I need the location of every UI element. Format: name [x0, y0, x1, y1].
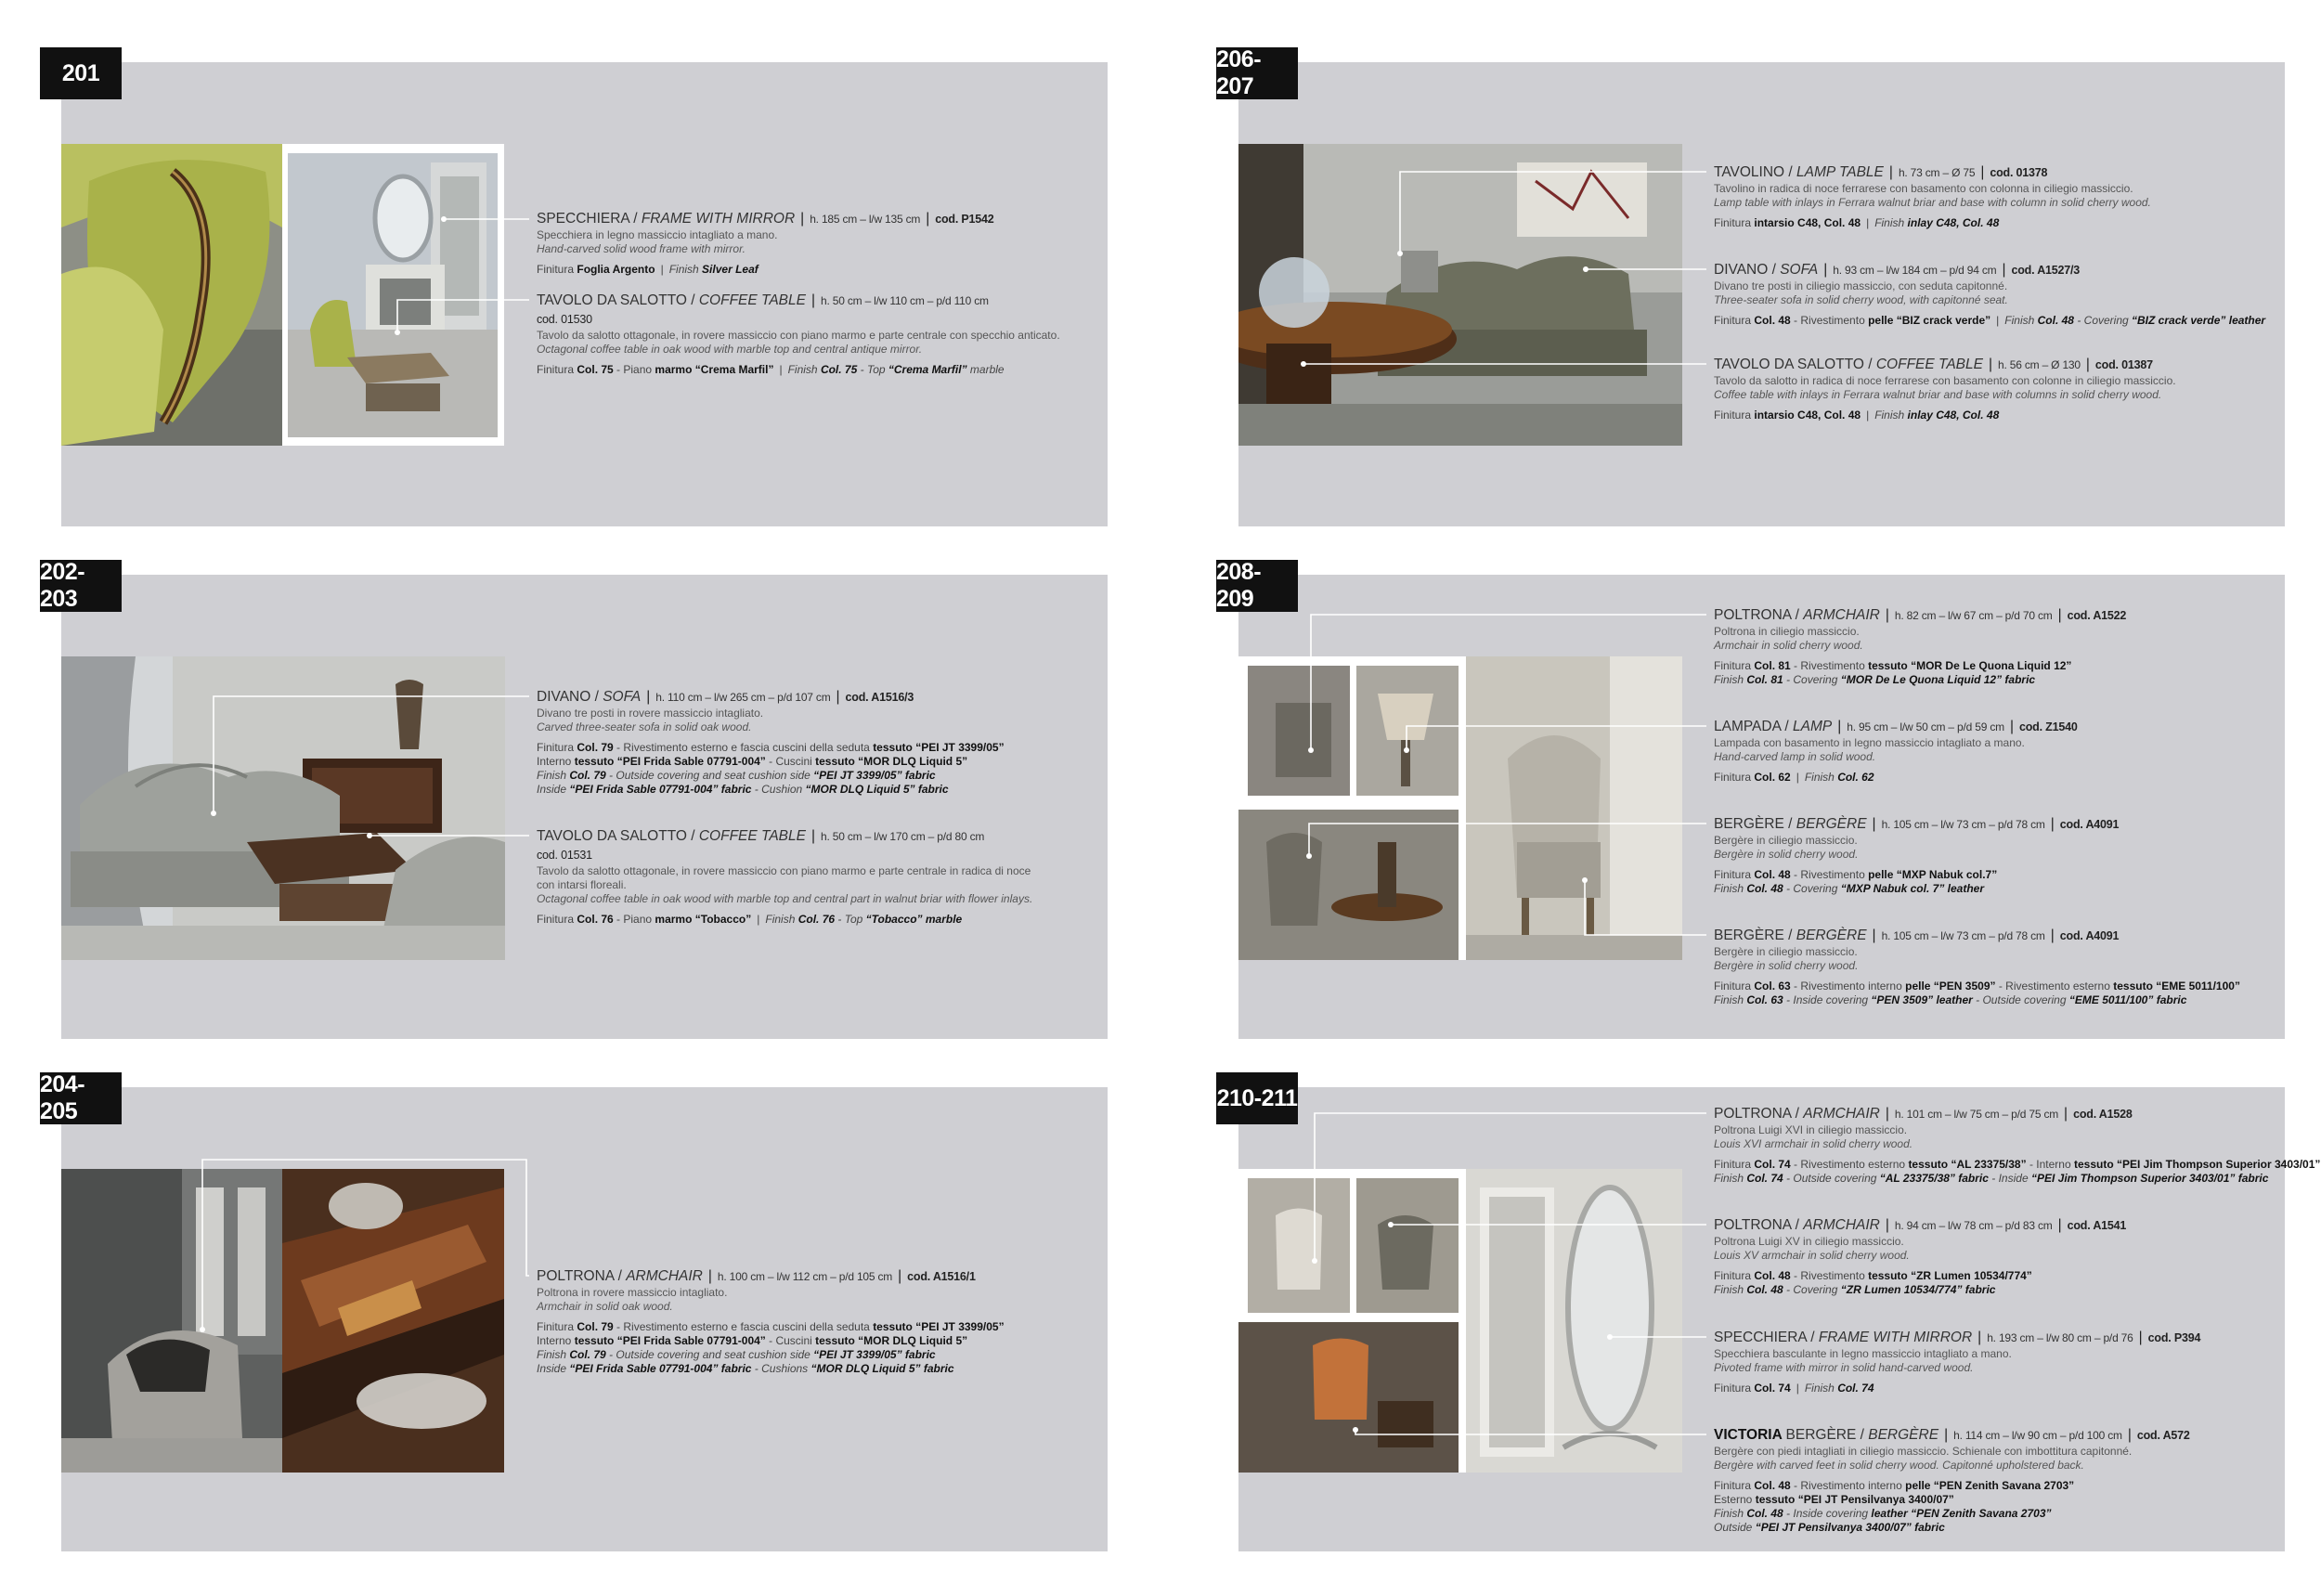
product-code: cod. A1522 [2067, 609, 2127, 622]
product-name-it: POLTRONA [1714, 1217, 1792, 1233]
description-en: Octagonal coffee table in oak wood with marble top and central part in walnut briar with flower inlays. [537, 892, 1033, 905]
finish-info [1714, 980, 2240, 1007]
product-heading: TAVOLINO / LAMP TABLE | h. 73 cm – Ø 75 | cod. 01378 [1714, 164, 2048, 180]
description-en: Armchair in solid oak wood. [537, 1300, 673, 1313]
separator: | [1885, 1217, 1889, 1233]
finish-info [537, 263, 994, 277]
separator: | [2127, 1427, 2132, 1443]
product-block [1714, 261, 2265, 328]
finish-line: Finitura Col. 48 - Rivestimento interno pelle “PEN Zenith Savana 2703” [1714, 1479, 2075, 1492]
photo-armchair-collage [1238, 656, 1682, 960]
separator: | [2057, 1217, 2062, 1233]
description-en: Louis XV armchair in solid cherry wood. [1714, 1249, 1910, 1262]
separator: | [1885, 607, 1889, 623]
separator: | [1823, 262, 1828, 278]
product-name-en: LAMP [1793, 719, 1833, 734]
product-dimensions: h. 193 cm – l/w 80 cm – p/d 76 [1987, 1331, 2133, 1344]
description-it: Lampada con basamento in legno massiccio intagliato a mano. [1714, 736, 2025, 749]
finish-line: Finitura Col. 48 - Rivestimento pelle “BIZ crack verde” | Finish Col. 48 - Covering “BIZ crack verde” leather [1714, 314, 2266, 327]
product-code: cod. A1527/3 [2011, 264, 2081, 277]
finish-line: Finish Col. 74 - Outside covering “AL 23375/38” fabric - Inside “PEI Jim Thompson Superior 3403/01” fabric [1714, 1172, 2269, 1185]
photo-carved-wood-detail [282, 1169, 504, 1473]
product-name-en: BERGÈRE [1796, 928, 1867, 943]
description-it: Poltrona in rovere massiccio intagliato. [537, 1286, 728, 1299]
product-code [537, 310, 1060, 329]
separator: | [1944, 1427, 1949, 1443]
separator: | [836, 689, 840, 705]
separator: | [2050, 928, 2055, 943]
page-tag: 201 [40, 47, 122, 99]
description-en: Octagonal coffee table in oak wood with marble top and central antique mirror. [537, 343, 923, 356]
brand-name: VICTORIA [1714, 1427, 1786, 1443]
finish-line: Finish Col. 63 - Inside covering “PEN 3509” leather - Outside covering “EME 5011/100” fabric [1714, 993, 2187, 1006]
product-heading: SPECCHIERA / FRAME WITH MIRROR | h. 185 cm – l/w 135 cm | cod. P1542 [537, 211, 994, 227]
description-en: Louis XVI armchair in solid cherry wood. [1714, 1137, 1913, 1150]
description-it: Tavolo da salotto ottagonale, in rovere massiccio con piano marmo e parte centrale in radica di noce [537, 864, 1031, 877]
finish-info [1714, 409, 2176, 422]
product-name-it: TAVOLINO [1714, 164, 1785, 180]
product-block [1714, 606, 2126, 687]
product-block [1714, 1105, 2320, 1186]
separator: | [810, 292, 816, 308]
description-it: Specchiera basculante in legno massiccio intagliato a mano. [1714, 1347, 2012, 1360]
finish-line: Esterno tessuto “PEI JT Pensilvanya 3400/07” [1714, 1493, 1954, 1506]
finish-info [537, 741, 1005, 797]
product-dimensions: h. 114 cm – l/w 90 cm – p/d 100 cm [1953, 1429, 2122, 1442]
product-block [537, 1267, 1005, 1376]
page-tag: 202-203 [40, 560, 122, 612]
product-name-it: TAVOLO DA SALOTTO [537, 292, 687, 308]
finish-line: Finitura intarsio C48, Col. 48 | Finish inlay C48, Col. 48 [1714, 409, 2000, 422]
finish-line: Inside “PEI Frida Sable 07791-004” fabric - Cushion “MOR DLQ Liquid 5” fabric [537, 783, 949, 796]
product-block [1714, 1426, 2190, 1535]
product-dimensions: h. 56 cm – Ø 130 [1998, 358, 2081, 371]
product-heading: LAMPADA / LAMP | h. 95 cm – l/w 50 cm – p/d 59 cm | cod. Z1540 [1714, 719, 2078, 734]
product-heading: POLTRONA / ARMCHAIR | h. 94 cm – l/w 78 cm – p/d 83 cm | cod. A1541 [1714, 1217, 2127, 1233]
finish-line: Outside “PEI JT Pensilvanya 3400/07” fabric [1714, 1521, 1945, 1534]
finish-line: Finitura Col. 62 | Finish Col. 62 [1714, 771, 1874, 784]
product-code-text: cod. 01530 [537, 313, 592, 326]
separator: | [926, 211, 930, 227]
description-en: Pivoted frame with mirror in solid hand-carved wood. [1714, 1361, 1974, 1374]
description-en: Lamp table with inlays in Ferrara walnut briar and base with column in solid cherry wood. [1714, 196, 2151, 209]
product-dimensions: h. 73 cm – Ø 75 [1898, 166, 1976, 179]
finish-line: Finish Col. 48 - Covering “ZR Lumen 10534/774” fabric [1714, 1283, 1996, 1296]
product-heading: SPECCHIERA / FRAME WITH MIRROR | h. 193 cm – l/w 80 cm – p/d 76 | cod. P394 [1714, 1330, 2201, 1345]
product-name-it: POLTRONA [1714, 607, 1792, 623]
product-name-it: POLTRONA [537, 1268, 615, 1284]
product-block [537, 210, 994, 277]
finish-line: Finitura Col. 79 - Rivestimento esterno e fascia cuscini della seduta tessuto “PEI JT 3399/05” [537, 1320, 1005, 1333]
product-name-it: BERGÈRE [1714, 816, 1784, 832]
finish-info [1714, 659, 2126, 687]
product-name-en: BERGÈRE [1796, 816, 1867, 832]
product-block [537, 688, 1005, 797]
finish-line: Interno tessuto “PEI Frida Sable 07791-004” - Cuscini tessuto “MOR DLQ Liquid 5” [537, 1334, 968, 1347]
description-it: Bergère in ciliegio massiccio. [1714, 945, 1858, 958]
product-name-en: ARMCHAIR [1803, 1106, 1880, 1122]
product-dimensions: h. 100 cm – l/w 112 cm – p/d 105 cm [717, 1270, 893, 1283]
product-dimensions: h. 185 cm – l/w 135 cm [810, 213, 921, 226]
finish-line: Finitura Col. 76 - Piano marmo “Tobacco” | Finish Col. 76 - Top “Tobacco” marble [537, 913, 963, 926]
product-dimensions: h. 95 cm – l/w 50 cm – p/d 59 cm [1847, 720, 2004, 733]
product-block [1714, 356, 2176, 422]
photo-tufted-sofa-room [61, 656, 505, 960]
description-it: Tavolino in radica di noce ferrarese con basamento con colonna in ciliegio massiccio. [1714, 182, 2133, 195]
product-code: cod. A4091 [2059, 818, 2120, 831]
description-it: Bergère con piedi intagliati in ciliegio massiccio. Schienale con imbottitura capitonné. [1714, 1445, 2133, 1458]
separator: | [1980, 164, 1985, 180]
product-block [537, 292, 1060, 377]
description-it: Tavolo da salotto ottagonale, in rovere massiccio con piano marmo e parte centrale con specchio anticato. [537, 329, 1060, 342]
page-tag: 208-209 [1216, 560, 1298, 612]
finish-line: Inside “PEI Frida Sable 07791-004” fabric - Cushions “MOR DLQ Liquid 5” fabric [537, 1362, 954, 1375]
finish-line: Finitura Col. 63 - Rivestimento interno pelle “PEN 3509” - Rivestimento esterno tessuto “EME 5011/100” [1714, 980, 2240, 993]
finish-line: Finitura Col. 79 - Rivestimento esterno e fascia cuscini della seduta tessuto “PEI JT 3399/05” [537, 741, 1005, 754]
finish-info [1714, 216, 2151, 230]
product-name-en: COFFEE TABLE [698, 292, 806, 308]
finish-info [1714, 868, 2119, 896]
separator: | [2002, 262, 2006, 278]
product-dimensions: h. 50 cm – l/w 110 cm – p/d 110 cm [821, 294, 989, 307]
description-en: Three-seater sofa in solid cherry wood, with capitonné seat. [1714, 293, 2008, 306]
separator: | [2057, 607, 2062, 623]
description-it: Specchiera in legno massiccio intagliato a mano. [537, 228, 778, 241]
product-heading: POLTRONA / ARMCHAIR | h. 101 cm – l/w 75 cm – p/d 75 cm | cod. A1528 [1714, 1106, 2133, 1122]
product-dimensions: h. 50 cm – l/w 170 cm – p/d 80 cm [821, 830, 985, 843]
product-block [1714, 163, 2151, 230]
separator: | [1988, 357, 1993, 372]
description-en: Coffee table with inlays in Ferrara walnut briar and base with columns in solid cherry wood. [1714, 388, 2162, 401]
product-name-en: SOFA [603, 689, 642, 705]
description-it: Divano tre posti in rovere massiccio intagliato. [537, 707, 764, 720]
product-name-en: ARMCHAIR [1803, 607, 1880, 623]
product-name-en: BERGÈRE [1868, 1427, 1939, 1443]
description-it: Poltrona in ciliegio massiccio. [1714, 625, 1860, 638]
description-it: con intarsi floreali. [537, 878, 627, 891]
product-dimensions: h. 101 cm – l/w 75 cm – p/d 75 cm [1894, 1108, 2059, 1121]
finish-line: Finitura Col. 75 - Piano marmo “Crema Marfil” | Finish Col. 75 - Top “Crema Marfil” marble [537, 363, 1005, 376]
product-name-it: SPECCHIERA [1714, 1330, 1807, 1345]
page-tag: 204-205 [40, 1072, 122, 1124]
product-code: cod. Z1540 [2018, 720, 2078, 733]
product-code: cod. A1541 [2067, 1219, 2127, 1232]
product-code: cod. A1528 [2073, 1108, 2133, 1121]
product-dimensions: h. 93 cm – l/w 184 cm – p/d 94 cm [1833, 264, 1997, 277]
product-name-it: DIVANO [537, 689, 591, 705]
product-heading: TAVOLO DA SALOTTO / COFFEE TABLE | h. 50 cm – l/w 170 cm – p/d 80 cm [537, 828, 985, 844]
product-code: cod. A1516/3 [845, 691, 914, 704]
product-code-text: cod. 01531 [537, 849, 592, 862]
separator: | [800, 211, 805, 227]
finish-info [537, 913, 1032, 927]
separator: | [2138, 1330, 2143, 1345]
product-block [1714, 927, 2240, 1007]
description-en: Carved three-seater sofa in solid oak wood. [537, 720, 752, 733]
description-it: Poltrona Luigi XV in ciliegio massiccio. [1714, 1235, 1904, 1248]
separator: | [2009, 719, 2014, 734]
separator: | [2050, 816, 2055, 832]
product-name-it: BERGÈRE [1785, 1427, 1857, 1443]
product-name-en: ARMCHAIR [626, 1268, 703, 1284]
finish-line: Finitura Col. 48 - Rivestimento pelle “MXP Nabuk col.7” [1714, 868, 1998, 881]
finish-line: Interno tessuto “PEI Frida Sable 07791-004” - Cuscini tessuto “MOR DLQ Liquid 5” [537, 755, 968, 768]
product-heading: DIVANO / SOFA | h. 93 cm – l/w 184 cm – p/d 94 cm | cod. A1527/3 [1714, 262, 2081, 278]
finish-info [1714, 1158, 2320, 1186]
product-dimensions: h. 105 cm – l/w 73 cm – p/d 78 cm [1881, 818, 2045, 831]
description-it: Tavolo da salotto in radica di noce ferrarese con basamento con colonne in ciliegio massiccio. [1714, 374, 2176, 387]
product-heading: BERGÈRE / BERGÈRE | h. 105 cm – l/w 73 cm – p/d 78 cm | cod. A4091 [1714, 816, 2120, 832]
description-en: Bergère in solid cherry wood. [1714, 848, 1859, 861]
product-code: cod. 01378 [1990, 166, 2048, 179]
photo-mirror-bergere-collage [1238, 1169, 1682, 1473]
finish-line: Finitura Col. 74 - Rivestimento esterno tessuto “AL 23375/38” - Interno tessuto “PEI Jim Thompson Superior 3403/01” [1714, 1158, 2321, 1171]
finish-line: Finitura Col. 81 - Rivestimento tessuto “MOR De Le Quona Liquid 12” [1714, 659, 2072, 672]
product-heading: TAVOLO DA SALOTTO / COFFEE TABLE | h. 56 cm – Ø 130 | cod. 01387 [1714, 357, 2153, 372]
finish-line: Finish Col. 48 - Covering “MXP Nabuk col. 7” leather [1714, 882, 1984, 895]
finish-info [1714, 1382, 2200, 1395]
separator: | [1837, 719, 1842, 734]
description-it: Divano tre posti in ciliegio massiccio, con seduta capitonné. [1714, 279, 2008, 292]
finish-info [537, 1320, 1005, 1376]
product-block [1714, 815, 2119, 896]
description-it: Bergère in ciliegio massiccio. [1714, 834, 1858, 847]
finish-line: Finish Col. 79 - Outside covering and seat cushion side “PEI JT 3399/05” fabric [537, 1348, 936, 1361]
product-code [537, 846, 1032, 864]
product-name-it: TAVOLO DA SALOTTO [1714, 357, 1864, 372]
photo-armchair-room [61, 1169, 282, 1473]
product-code: cod. A1516/1 [907, 1270, 976, 1283]
finish-info [1714, 771, 2078, 785]
separator: | [707, 1268, 712, 1284]
product-block [1714, 1329, 2200, 1395]
separator: | [898, 1268, 902, 1284]
product-code: cod. A4091 [2059, 929, 2120, 942]
finish-line: Finitura Foglia Argento | Finish Silver Leaf [537, 263, 759, 276]
product-block [1714, 1216, 2126, 1297]
product-dimensions: h. 110 cm – l/w 265 cm – p/d 107 cm [655, 691, 831, 704]
product-heading: DIVANO / SOFA | h. 110 cm – l/w 265 cm – p/d 107 cm | cod. A1516/3 [537, 689, 914, 705]
product-heading: POLTRONA / ARMCHAIR | h. 100 cm – l/w 112 cm – p/d 105 cm | cod. A1516/1 [537, 1268, 976, 1284]
finish-line: Finish Col. 48 - Inside covering leather “PEN Zenith Savana 2703” [1714, 1507, 2052, 1520]
separator: | [1872, 816, 1876, 832]
separator: | [1888, 164, 1893, 180]
product-code: cod. 01387 [2094, 358, 2153, 371]
separator: | [1977, 1330, 1982, 1345]
product-name-it: DIVANO [1714, 262, 1769, 278]
finish-info [1714, 314, 2265, 328]
product-name-it: TAVOLO DA SALOTTO [537, 828, 687, 844]
product-heading: TAVOLO DA SALOTTO / COFFEE TABLE | h. 50 cm – l/w 110 cm – p/d 110 cm [537, 292, 989, 308]
product-heading: BERGÈRE / BERGÈRE | h. 105 cm – l/w 73 cm – p/d 78 cm | cod. A4091 [1714, 928, 2120, 943]
separator: | [646, 689, 651, 705]
product-name-en: COFFEE TABLE [698, 828, 806, 844]
product-name-en: LAMP TABLE [1796, 164, 1884, 180]
product-code: cod. A572 [2136, 1429, 2190, 1442]
separator: | [810, 828, 816, 844]
finish-line: Finish Col. 81 - Covering “MOR De Le Quona Liquid 12” fabric [1714, 673, 2036, 686]
product-name-en: FRAME WITH MIRROR [641, 211, 796, 227]
separator: | [1885, 1106, 1889, 1122]
description-en: Bergère in solid cherry wood. [1714, 959, 1859, 972]
product-code: cod. P394 [2147, 1331, 2201, 1344]
product-block [1714, 718, 2078, 785]
product-code: cod. P1542 [935, 213, 994, 226]
product-name-it: POLTRONA [1714, 1106, 1792, 1122]
finish-line: Finitura Col. 48 - Rivestimento tessuto “ZR Lumen 10534/774” [1714, 1269, 2032, 1282]
page-tag: 210-211 [1216, 1072, 1298, 1124]
description-en: Hand-carved lamp in solid wood. [1714, 750, 1876, 763]
finish-line: Finish Col. 79 - Outside covering and seat cushion side “PEI JT 3399/05” fabric [537, 769, 936, 782]
finish-line: Finitura Col. 74 | Finish Col. 74 [1714, 1382, 1874, 1395]
description-en: Armchair in solid cherry wood. [1714, 639, 1863, 652]
photo-green-armchair-detail [61, 144, 282, 446]
separator: | [2085, 357, 2090, 372]
finish-info [537, 363, 1060, 377]
product-heading: POLTRONA / ARMCHAIR | h. 82 cm – l/w 67 cm – p/d 70 cm | cod. A1522 [1714, 607, 2127, 623]
description-en: Hand-carved solid wood frame with mirror. [537, 242, 746, 255]
product-name-en: FRAME WITH MIRROR [1818, 1330, 1973, 1345]
finish-line: Finitura intarsio C48, Col. 48 | Finish inlay C48, Col. 48 [1714, 216, 2000, 229]
photo-sofa-living-room [1238, 144, 1682, 446]
product-dimensions: h. 105 cm – l/w 73 cm – p/d 78 cm [1881, 929, 2045, 942]
finish-info [1714, 1269, 2126, 1297]
product-name-en: COFFEE TABLE [1875, 357, 1983, 372]
product-name-it: SPECCHIERA [537, 211, 629, 227]
description-en: Bergère with carved feet in solid cherry wood. Capitonné upholstered back. [1714, 1459, 2084, 1472]
product-name-it: BERGÈRE [1714, 928, 1784, 943]
product-block [537, 827, 1032, 927]
separator: | [1872, 928, 1876, 943]
product-name-it: LAMPADA [1714, 719, 1782, 734]
description-it: Poltrona Luigi XVI in ciliegio massiccio. [1714, 1123, 1908, 1136]
separator: | [2064, 1106, 2068, 1122]
product-name-en: ARMCHAIR [1803, 1217, 1880, 1233]
product-dimensions: h. 82 cm – l/w 67 cm – p/d 70 cm [1894, 609, 2053, 622]
finish-info [1714, 1479, 2190, 1535]
photo-mirror-interior [282, 144, 504, 446]
page-tag: 206-207 [1216, 47, 1298, 99]
product-name-en: SOFA [1780, 262, 1819, 278]
product-dimensions: h. 94 cm – l/w 78 cm – p/d 83 cm [1894, 1219, 2053, 1232]
product-heading: VICTORIA BERGÈRE / BERGÈRE | h. 114 cm – l/w 90 cm – p/d 100 cm | cod. A572 [1714, 1427, 2190, 1443]
